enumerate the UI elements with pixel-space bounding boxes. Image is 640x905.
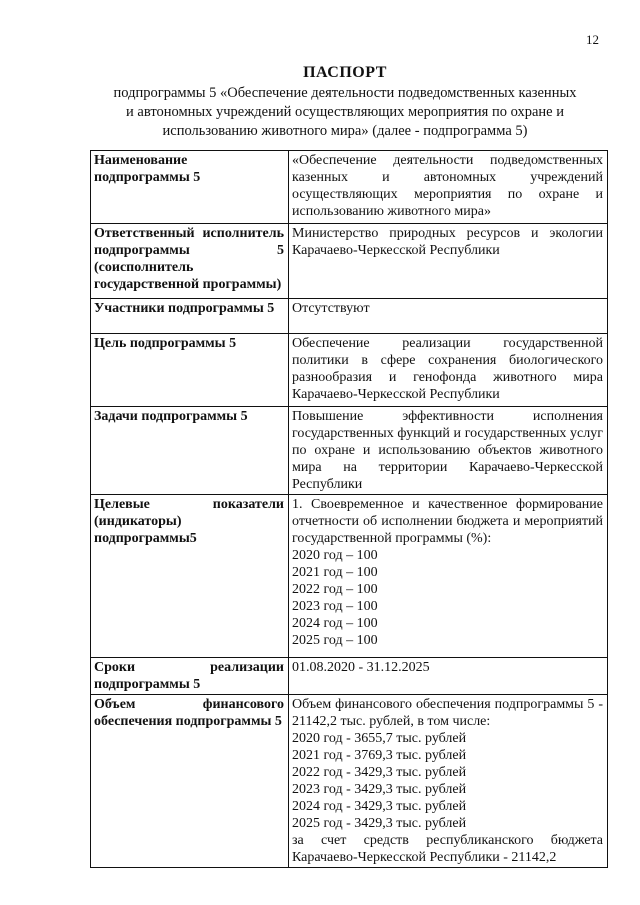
table-row-responsible	[91, 224, 608, 299]
passport-table	[90, 150, 608, 868]
table-row-name	[91, 151, 608, 224]
row-value: Обеспечение реализации государственной политики в сфере сохранения биологического разнообразия и генофонда животного мира Карачаево-Черкесской Республики	[289, 334, 608, 407]
page-number: 12	[586, 32, 599, 47]
row-label: Сроки реализации подпрограммы 5	[91, 658, 289, 695]
indicator-year-value: 2022 год – 100	[292, 582, 378, 597]
row-label: Задачи подпрограммы 5	[91, 407, 289, 495]
finance-year-amount: 2023 год - 3429,3 тыс. рублей	[292, 782, 467, 797]
finance-year-amount: 2025 год - 3429,3 тыс. рублей	[292, 816, 467, 831]
row-value: Повышение эффективности исполнения государственных функций и государственных услуг по охране и использованию объектов животного мира на территории Карачаево-Черкесской Республики	[289, 407, 608, 495]
table-row-goal	[91, 334, 608, 407]
indicator-year-value: 2021 год – 100	[292, 565, 378, 580]
row-value: «Обеспечение деятельности подведомственных казенных и автономных учреждений осуществляющих мероприятия по охране и использованию животного мира»	[289, 151, 608, 224]
finance-year-amount: 2024 год - 3429,3 тыс. рублей	[292, 799, 467, 814]
row-value	[289, 695, 608, 868]
finance-year-amount: 2022 год - 3429,3 тыс. рублей	[292, 765, 467, 780]
finance-year-amount: 2020 год - 3655,7 тыс. рублей	[292, 731, 467, 746]
indicator-year-value: 2020 год – 100	[292, 548, 378, 563]
table-row-indicators	[91, 495, 608, 658]
row-label: Участники подпрограммы 5	[91, 299, 289, 334]
row-value: Министерство природных ресурсов и экологии Карачаево-Черкесской Республики	[289, 224, 608, 299]
table-row-participants	[91, 299, 608, 334]
finance-year-amount: 2021 год - 3769,3 тыс. рублей	[292, 748, 467, 763]
table-row-finance	[91, 695, 608, 868]
row-label: Целевые показатели (индикаторы) подпрограммы5	[91, 495, 289, 658]
indicator-intro: 1. Своевременное и качественное формирование отчетности об исполнении бюджета и мероприятий государственной программы (%):	[292, 497, 603, 546]
indicator-year-value: 2025 год – 100	[292, 633, 378, 648]
row-label: Цель подпрограммы 5	[91, 334, 289, 407]
row-value: 01.08.2020 - 31.12.2025	[289, 658, 608, 695]
table-row-terms	[91, 658, 608, 695]
finance-outro: за счет средств республиканского бюджета Карачаево-Черкесской Республики - 21142,2	[292, 833, 603, 865]
indicator-year-value: 2024 год – 100	[292, 616, 378, 631]
subtitle-line: подпрограммы 5 «Обеспечение деятельности подведомственных казенных	[113, 85, 577, 101]
passport-subtitle	[60, 84, 630, 141]
indicator-year-value: 2023 год – 100	[292, 599, 378, 614]
table-row-tasks	[91, 407, 608, 495]
row-value: Отсутствуют	[289, 299, 608, 334]
row-label: Ответственный исполнитель подпрограммы 5 (соисполнитель государственной программы)	[91, 224, 289, 299]
finance-intro: Объем финансового обеспечения подпрограммы 5 - 21142,2 тыс. рублей, в том числе:	[292, 697, 603, 729]
subtitle-line: и автономных учреждений осуществляющих мероприятия по охране и	[126, 104, 564, 120]
passport-title: ПАСПОРТ	[303, 64, 387, 81]
row-label: Объем финансового обеспечения подпрограммы 5	[91, 695, 289, 868]
row-value	[289, 495, 608, 658]
row-label: Наименование подпрограммы 5	[91, 151, 289, 224]
subtitle-line: использованию животного мира» (далее - подпрограмма 5)	[162, 123, 528, 139]
